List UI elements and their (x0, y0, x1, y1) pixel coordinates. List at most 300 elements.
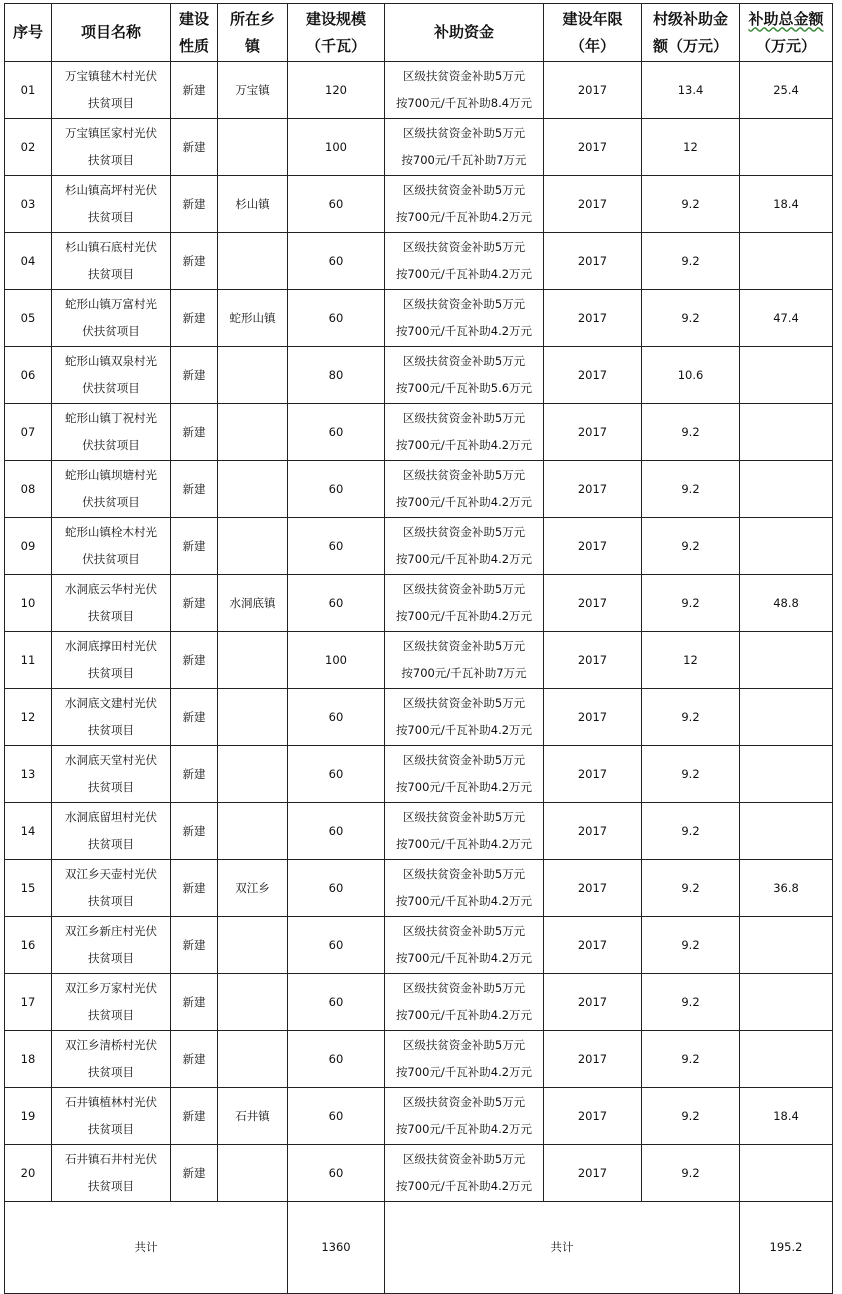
cell-scale (288, 233, 385, 290)
table-row (5, 860, 833, 917)
cell-town (218, 176, 288, 233)
header-year: 建设年限 （年） (544, 4, 642, 62)
cell-seq-text: 02 (20, 139, 36, 154)
cell-year (544, 803, 642, 860)
cell-fund (385, 860, 544, 917)
cell-year-text: 2017 (577, 1165, 608, 1180)
cell-nature (171, 518, 218, 575)
cell-fund-line2: 按700元/千瓦补助4.2万元 (395, 894, 533, 908)
cell-nature-text: 新建 (182, 139, 206, 154)
cell-total (740, 290, 833, 347)
cell-seq (5, 632, 52, 689)
cell-nature-text: 新建 (182, 367, 206, 382)
cell-fund-line1: 区级扶贫资金补助5万元 (402, 582, 526, 596)
cell-village (642, 632, 740, 689)
cell-scale-text: 60 (328, 1108, 344, 1123)
cell-name-line2: 扶贫项目 (88, 951, 134, 965)
table-row (5, 746, 833, 803)
cell-total (740, 119, 833, 176)
header-town: 所在乡 镇 (218, 4, 288, 62)
cell-scale (288, 62, 385, 119)
cell-village (642, 860, 740, 917)
cell-name (52, 290, 171, 347)
cell-village (642, 917, 740, 974)
cell-nature-text: 新建 (182, 595, 206, 610)
cell-town (218, 461, 288, 518)
cell-total-text: 25.4 (773, 82, 799, 97)
cell-name (52, 746, 171, 803)
cell-name-line1: 杉山镇石底村光伏 (65, 240, 157, 254)
cell-fund-line1: 区级扶贫资金补助5万元 (402, 981, 526, 995)
cell-year (544, 632, 642, 689)
cell-seq-text: 03 (20, 196, 36, 211)
cell-fund-line1: 区级扶贫资金补助5万元 (402, 810, 526, 824)
cell-nature (171, 917, 218, 974)
cell-village-text: 9.2 (681, 937, 700, 952)
cell-nature-text: 新建 (182, 253, 206, 268)
cell-name-line1: 蛇形山镇栓木村光 (65, 525, 157, 539)
cell-fund-line2: 按700元/千瓦补助4.2万元 (395, 837, 533, 851)
cell-total (740, 347, 833, 404)
table-row (5, 518, 833, 575)
header-nature: 建设 性质 (171, 4, 218, 62)
cell-nature (171, 632, 218, 689)
cell-scale-text: 60 (328, 937, 344, 952)
cell-total-text: 48.8 (773, 595, 799, 610)
cell-name-line1: 杉山镇高坪村光伏 (65, 183, 157, 197)
cell-town-text: 蛇形山镇 (229, 310, 276, 325)
cell-scale-text: 80 (328, 367, 344, 382)
cell-seq-text: 12 (20, 709, 36, 724)
cell-town (218, 62, 288, 119)
cell-seq (5, 119, 52, 176)
cell-seq (5, 1145, 52, 1202)
cell-total (740, 803, 833, 860)
cell-seq (5, 575, 52, 632)
cell-scale (288, 119, 385, 176)
cell-fund (385, 119, 544, 176)
cell-scale-text: 100 (325, 652, 347, 667)
cell-seq-text: 14 (20, 823, 36, 838)
cell-name-line2: 扶贫项目 (88, 780, 134, 794)
cell-total (740, 1031, 833, 1088)
cell-fund (385, 689, 544, 746)
cell-village-text: 9.2 (681, 880, 700, 895)
cell-seq-text: 19 (20, 1108, 36, 1123)
cell-fund-line1: 区级扶贫资金补助5万元 (402, 126, 526, 140)
cell-year-text: 2017 (577, 139, 608, 154)
cell-fund (385, 746, 544, 803)
header-seq: 序号 (5, 4, 52, 62)
cell-village-text: 9.2 (681, 823, 700, 838)
cell-name-line1: 双江乡新庄村光伏 (65, 924, 157, 938)
cell-year (544, 176, 642, 233)
cell-year-text: 2017 (577, 310, 608, 325)
header-scale: 建设规模 （千瓦） (288, 4, 385, 62)
cell-seq (5, 689, 52, 746)
cell-name-line1: 蛇形山镇丁祝村光 (65, 411, 157, 425)
cell-year (544, 1088, 642, 1145)
cell-name-line2: 扶贫项目 (88, 723, 134, 737)
cell-scale-text: 60 (328, 253, 344, 268)
table-row (5, 404, 833, 461)
cell-seq-text: 10 (20, 595, 36, 610)
cell-village (642, 347, 740, 404)
cell-scale (288, 1088, 385, 1145)
cell-scale-text: 60 (328, 994, 344, 1009)
cell-seq-text: 17 (20, 994, 36, 1009)
cell-year-text: 2017 (577, 481, 608, 496)
cell-fund (385, 1031, 544, 1088)
cell-nature (171, 1088, 218, 1145)
cell-fund-line2: 按700元/千瓦补助4.2万元 (395, 324, 533, 338)
cell-seq-text: 13 (20, 766, 36, 781)
cell-fund-line2: 按700元/千瓦补助4.2万元 (395, 609, 533, 623)
cell-town (218, 746, 288, 803)
cell-scale-text: 60 (328, 880, 344, 895)
cell-fund-line2: 按700元/千瓦补助4.2万元 (395, 1179, 533, 1193)
cell-name (52, 689, 171, 746)
cell-nature (171, 575, 218, 632)
cell-total-text: 18.4 (773, 1108, 799, 1123)
cell-nature-text: 新建 (182, 1165, 206, 1180)
cell-nature-text: 新建 (182, 1051, 206, 1066)
cell-year-text: 2017 (577, 994, 608, 1009)
cell-scale (288, 461, 385, 518)
table-row (5, 119, 833, 176)
cell-name-line2: 扶贫项目 (88, 837, 134, 851)
cell-year (544, 746, 642, 803)
cell-nature-text: 新建 (182, 709, 206, 724)
cell-fund-line1: 区级扶贫资金补助5万元 (402, 639, 526, 653)
cell-nature (171, 233, 218, 290)
cell-village-text: 10.6 (677, 367, 704, 382)
cell-town-text: 杉山镇 (235, 196, 270, 211)
cell-town (218, 632, 288, 689)
cell-fund (385, 974, 544, 1031)
cell-scale (288, 689, 385, 746)
cell-nature (171, 1031, 218, 1088)
cell-village (642, 176, 740, 233)
cell-fund-line2: 按700元/千瓦补助4.2万元 (395, 495, 533, 509)
cell-fund (385, 290, 544, 347)
cell-name-line2: 扶贫项目 (88, 1179, 134, 1193)
cell-nature (171, 119, 218, 176)
cell-nature (171, 404, 218, 461)
cell-name-line2: 伏扶贫项目 (82, 438, 140, 452)
cell-year-text: 2017 (577, 424, 608, 439)
cell-nature-text: 新建 (182, 481, 206, 496)
cell-year-text: 2017 (577, 367, 608, 382)
cell-year (544, 860, 642, 917)
table-row (5, 1145, 833, 1202)
cell-name-line1: 双江乡万家村光伏 (65, 981, 157, 995)
cell-total-text: 18.4 (773, 196, 799, 211)
cell-town (218, 803, 288, 860)
cell-nature-text: 新建 (182, 652, 206, 667)
cell-scale (288, 347, 385, 404)
cell-scale-text: 60 (328, 1165, 344, 1180)
cell-village (642, 290, 740, 347)
cell-year-text: 2017 (577, 1051, 608, 1066)
cell-name-line2: 伏扶贫项目 (82, 381, 140, 395)
cell-nature-text: 新建 (182, 196, 206, 211)
cell-nature-text: 新建 (182, 310, 206, 325)
table-row (5, 689, 833, 746)
cell-scale-text: 60 (328, 595, 344, 610)
header-fund: 补助资金 (385, 4, 544, 62)
cell-name-line2: 扶贫项目 (88, 609, 134, 623)
cell-year-text: 2017 (577, 709, 608, 724)
cell-nature-text: 新建 (182, 424, 206, 439)
cell-scale (288, 632, 385, 689)
cell-seq-text: 18 (20, 1051, 36, 1066)
cell-nature-text: 新建 (182, 937, 206, 952)
cell-year-text: 2017 (577, 196, 608, 211)
cell-village (642, 404, 740, 461)
cell-nature-text: 新建 (182, 823, 206, 838)
cell-village (642, 689, 740, 746)
cell-seq (5, 1031, 52, 1088)
cell-name (52, 176, 171, 233)
totals-label-left: 共计 (5, 1202, 288, 1294)
cell-year-text: 2017 (577, 82, 608, 97)
cell-year-text: 2017 (577, 1108, 608, 1123)
cell-name-line1: 水洞底天堂村光伏 (65, 753, 157, 767)
cell-village (642, 518, 740, 575)
cell-total (740, 404, 833, 461)
cell-town (218, 233, 288, 290)
cell-scale-text: 60 (328, 1051, 344, 1066)
cell-seq (5, 518, 52, 575)
cell-village (642, 1088, 740, 1145)
cell-fund (385, 176, 544, 233)
cell-scale-text: 60 (328, 538, 344, 553)
table-row (5, 632, 833, 689)
cell-name-line2: 伏扶贫项目 (82, 324, 140, 338)
cell-seq (5, 860, 52, 917)
cell-year (544, 290, 642, 347)
cell-town (218, 290, 288, 347)
cell-fund-line1: 区级扶贫资金补助5万元 (402, 924, 526, 938)
cell-scale (288, 1031, 385, 1088)
cell-name-line2: 扶贫项目 (88, 267, 134, 281)
cell-town-text: 石井镇 (235, 1108, 270, 1123)
cell-year-text: 2017 (577, 253, 608, 268)
cell-scale-text: 60 (328, 310, 344, 325)
cell-year-text: 2017 (577, 595, 608, 610)
cell-year (544, 518, 642, 575)
cell-name (52, 119, 171, 176)
cell-town (218, 974, 288, 1031)
cell-name-line1: 蛇形山镇坝塘村光 (65, 468, 157, 482)
cell-seq (5, 746, 52, 803)
cell-total (740, 974, 833, 1031)
cell-fund-line1: 区级扶贫资金补助5万元 (402, 1038, 526, 1052)
cell-name (52, 461, 171, 518)
cell-name (52, 860, 171, 917)
cell-name-line2: 扶贫项目 (88, 1122, 134, 1136)
table-row (5, 575, 833, 632)
cell-year (544, 461, 642, 518)
cell-name-line1: 双江乡天壶村光伏 (65, 867, 157, 881)
header-village: 村级补助金 额（万元） (642, 4, 740, 62)
cell-seq (5, 233, 52, 290)
cell-nature (171, 347, 218, 404)
cell-scale-text: 60 (328, 709, 344, 724)
cell-fund-line1: 区级扶贫资金补助5万元 (402, 69, 526, 83)
cell-total (740, 1088, 833, 1145)
cell-fund-line2: 按700元/千瓦补助4.2万元 (395, 1008, 533, 1022)
cell-name-line1: 水洞底撑田村光伏 (65, 639, 157, 653)
cell-seq-text: 15 (20, 880, 36, 895)
totals-scale: 1360 (288, 1202, 385, 1294)
cell-fund (385, 518, 544, 575)
cell-name-line2: 扶贫项目 (88, 96, 134, 110)
cell-village-text: 9.2 (681, 538, 700, 553)
cell-name-line1: 万宝镇匡家村光伏 (65, 126, 157, 140)
cell-nature-text: 新建 (182, 538, 206, 553)
cell-year (544, 1145, 642, 1202)
cell-seq-text: 06 (20, 367, 36, 382)
table-row (5, 461, 833, 518)
totals-label-right: 共计 (385, 1202, 740, 1294)
cell-fund (385, 233, 544, 290)
cell-fund-line1: 区级扶贫资金补助5万元 (402, 525, 526, 539)
cell-fund-line2: 按700元/千瓦补助4.2万元 (395, 1065, 533, 1079)
table-row (5, 974, 833, 1031)
cell-village (642, 974, 740, 1031)
cell-fund (385, 347, 544, 404)
cell-fund-line1: 区级扶贫资金补助5万元 (402, 867, 526, 881)
cell-total (740, 518, 833, 575)
cell-scale (288, 404, 385, 461)
cell-fund-line2: 按700元/千瓦补助4.2万元 (395, 1122, 533, 1136)
cell-seq-text: 05 (20, 310, 36, 325)
cell-town (218, 404, 288, 461)
cell-fund (385, 1145, 544, 1202)
cell-village (642, 575, 740, 632)
cell-village-text: 9.2 (681, 196, 700, 211)
cell-nature (171, 803, 218, 860)
cell-year-text: 2017 (577, 652, 608, 667)
totals-amount: 195.2 (740, 1202, 833, 1294)
cell-seq (5, 803, 52, 860)
cell-village (642, 1031, 740, 1088)
cell-fund (385, 803, 544, 860)
cell-fund-line1: 区级扶贫资金补助5万元 (402, 354, 526, 368)
cell-village-text: 9.2 (681, 1108, 700, 1123)
cell-name-line1: 蛇形山镇万富村光 (65, 297, 157, 311)
cell-total (740, 860, 833, 917)
cell-nature-text: 新建 (182, 766, 206, 781)
cell-fund-line2: 按700元/千瓦补助4.2万元 (395, 723, 533, 737)
cell-fund (385, 575, 544, 632)
cell-nature (171, 860, 218, 917)
cell-seq-text: 04 (20, 253, 36, 268)
cell-village-text: 9.2 (681, 253, 700, 268)
cell-scale (288, 746, 385, 803)
cell-village-text: 9.2 (681, 595, 700, 610)
cell-name-line1: 蛇形山镇双泉村光 (65, 354, 157, 368)
cell-total (740, 62, 833, 119)
cell-village (642, 119, 740, 176)
cell-name (52, 1145, 171, 1202)
cell-seq (5, 461, 52, 518)
cell-total (740, 233, 833, 290)
cell-fund-line2: 按700元/千瓦补助4.2万元 (395, 267, 533, 281)
cell-village (642, 803, 740, 860)
cell-fund (385, 62, 544, 119)
cell-year (544, 689, 642, 746)
table-row (5, 176, 833, 233)
cell-name (52, 347, 171, 404)
cell-name-line1: 双江乡清桥村光伏 (65, 1038, 157, 1052)
cell-fund-line1: 区级扶贫资金补助5万元 (402, 1152, 526, 1166)
cell-nature (171, 974, 218, 1031)
cell-name-line1: 水洞底文建村光伏 (65, 696, 157, 710)
cell-fund-line1: 区级扶贫资金补助5万元 (402, 297, 526, 311)
cell-fund-line2: 按700元/千瓦补助8.4万元 (395, 96, 533, 110)
cell-seq-text: 11 (20, 652, 36, 667)
header-total: 补助总金额 （万元） (740, 4, 833, 62)
cell-town-text: 水洞底镇 (229, 595, 276, 610)
cell-name (52, 1031, 171, 1088)
cell-year-text: 2017 (577, 823, 608, 838)
cell-total (740, 917, 833, 974)
cell-year (544, 1031, 642, 1088)
cell-scale (288, 1145, 385, 1202)
cell-nature (171, 746, 218, 803)
cell-name-line1: 水洞底云华村光伏 (65, 582, 157, 596)
cell-name (52, 518, 171, 575)
cell-seq-text: 09 (20, 538, 36, 553)
cell-scale (288, 917, 385, 974)
subsidy-table (4, 3, 833, 1294)
cell-village-text: 9.2 (681, 424, 700, 439)
cell-scale (288, 803, 385, 860)
cell-name-line1: 水洞底留坦村光伏 (65, 810, 157, 824)
cell-scale-text: 60 (328, 766, 344, 781)
cell-name-line2: 伏扶贫项目 (82, 552, 140, 566)
cell-village-text: 12 (683, 652, 698, 667)
table-body (5, 62, 833, 1294)
cell-fund (385, 917, 544, 974)
table-row (5, 803, 833, 860)
cell-name (52, 233, 171, 290)
cell-nature (171, 62, 218, 119)
cell-total (740, 1145, 833, 1202)
cell-scale-text: 100 (325, 139, 347, 154)
cell-fund-line2: 按700元/千瓦补助5.6万元 (395, 381, 533, 395)
cell-year (544, 974, 642, 1031)
cell-name-line2: 扶贫项目 (88, 1008, 134, 1022)
cell-nature-text: 新建 (182, 82, 206, 97)
cell-nature-text: 新建 (182, 1108, 206, 1123)
cell-name-line2: 扶贫项目 (88, 1065, 134, 1079)
cell-scale-text: 60 (328, 823, 344, 838)
table-row (5, 347, 833, 404)
cell-town (218, 860, 288, 917)
cell-nature (171, 689, 218, 746)
cell-name-line2: 扶贫项目 (88, 894, 134, 908)
cell-nature-text: 新建 (182, 994, 206, 1009)
cell-village-text: 9.2 (681, 1165, 700, 1180)
table-row (5, 1031, 833, 1088)
cell-total (740, 461, 833, 518)
header-name: 项目名称 (52, 4, 171, 62)
cell-fund (385, 461, 544, 518)
